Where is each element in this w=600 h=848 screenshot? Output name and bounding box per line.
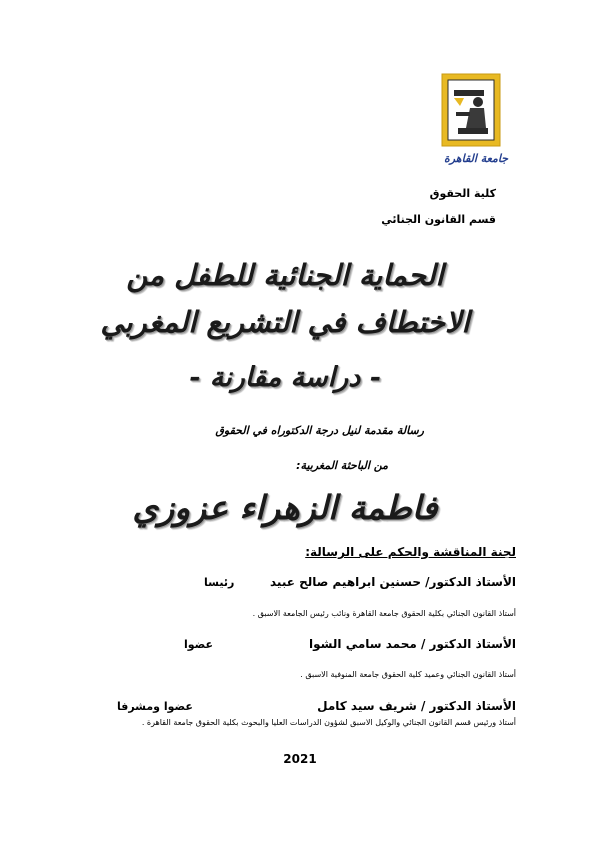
- thesis-title-line-1: الحماية الجنائية للطفل من: [126, 258, 444, 292]
- committee-member-role: رئيسا: [204, 576, 235, 589]
- thesis-title-line-2: الاختطاف في التشريع المغربي: [100, 305, 470, 339]
- committee-member-role: عضوا ومشرفا: [117, 700, 193, 713]
- committee-member-description: أستاذ ورئيس قسم القانون الجنائي والوكيل الاسبق لشؤون الدراسات العليا والبحوث بكلية الحقوق جامعة القاهرة .: [141, 718, 516, 727]
- committee-member-name: الأستاذ الدكتور / شريف سيد كامل: [317, 699, 516, 713]
- committee-title: لجنة المناقشة والحكم على الرسالة:: [305, 545, 516, 559]
- researcher-label: من الباحثة المغربية:: [296, 459, 388, 472]
- thesis-subtitle: - دراسة مقارنة -: [189, 362, 381, 393]
- logo-caption: جامعة القاهرة: [443, 152, 509, 165]
- department-name: قسم القانون الجنائي: [381, 213, 496, 226]
- degree-statement: رسالة مقدمة لنيل درجة الدكتوراه في الحقوق: [215, 424, 424, 437]
- year: 2021: [283, 752, 317, 766]
- cairo-university-logo: [440, 72, 512, 170]
- faculty-name: كلية الحقوق: [429, 187, 496, 200]
- committee-member-name: الأستاذ الدكتور / محمد سامي الشوا: [309, 637, 516, 651]
- committee-member-description: أستاذ القانون الجنائي بكلية الحقوق جامعة القاهرة ونائب رئيس الجامعة الاسبق .: [252, 609, 516, 618]
- committee-member-description: أستاذ القانون الجنائي وعميد كلية الحقوق جامعة المنوفية الاسبق .: [300, 670, 516, 679]
- committee-member-name: الأستاذ الدكتور/ حسنين ابراهيم صالح عبيد: [269, 575, 516, 589]
- researcher-name: فاطمة الزهراء عزوزي: [132, 488, 438, 527]
- committee-member-role: عضوا: [184, 638, 214, 651]
